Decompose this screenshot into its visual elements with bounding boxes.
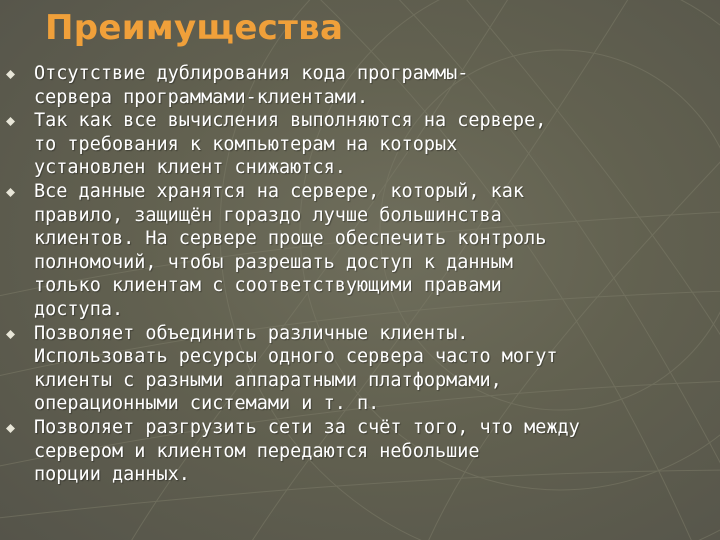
diamond-bullet-icon bbox=[6, 424, 15, 433]
bullet-item bbox=[0, 109, 700, 180]
bullet-item bbox=[0, 62, 700, 109]
diamond-bullet-icon bbox=[6, 188, 15, 197]
bullet-text-line: Отсутствие дублирования кода программы- bbox=[34, 63, 469, 84]
slide-title: Преимущества bbox=[45, 8, 344, 48]
bullet-text-line: Позволяет объединить различные клиенты. bbox=[34, 322, 469, 344]
bullet-item bbox=[0, 180, 700, 322]
bullet-list bbox=[0, 62, 700, 487]
bullet-text-line: Позволяет разгрузить сети за счёт того, что между bbox=[34, 416, 580, 438]
bullet-text-line: сервером и клиентом передаются небольшие bbox=[34, 440, 480, 462]
bullet-text-line: то требования к компьютерам на которых bbox=[34, 133, 458, 155]
bullet-text-line: Так как все вычисления выполняются на сервере, bbox=[34, 110, 547, 132]
bullet-text-line: клиенты с разными аппаратными платформами, bbox=[34, 369, 502, 391]
bullet-text-line: Использовать ресурсы одного сервера часто могут bbox=[34, 346, 558, 368]
diamond-bullet-icon bbox=[6, 70, 15, 79]
bullet-text-line: клиентов. На сервере проще обеспечить контроль bbox=[34, 228, 547, 250]
bullet-text-line: порции данных. bbox=[34, 464, 190, 486]
bullet-text-line: Все данные хранятся на сервере, который, как bbox=[34, 180, 525, 202]
bullet-text-line: операционными системами и т. п. bbox=[34, 393, 380, 415]
diamond-bullet-icon bbox=[6, 117, 15, 126]
bullet-item bbox=[0, 322, 700, 416]
bullet-text-line: доступа. bbox=[34, 298, 124, 320]
bullet-text-line: полномочий, чтобы разрешать доступ к данным bbox=[34, 251, 513, 273]
diamond-bullet-icon bbox=[6, 330, 15, 339]
bullet-text-line: только клиентам с соответствующими правами bbox=[34, 275, 502, 297]
bullet-text-line: установлен клиент снижаются. bbox=[34, 157, 346, 179]
bullet-text-line: сервера программами-клиентами. bbox=[34, 86, 369, 108]
bullet-item bbox=[0, 416, 700, 487]
bullet-text-line: правило, защищён гораздо лучше большинства bbox=[34, 204, 502, 226]
